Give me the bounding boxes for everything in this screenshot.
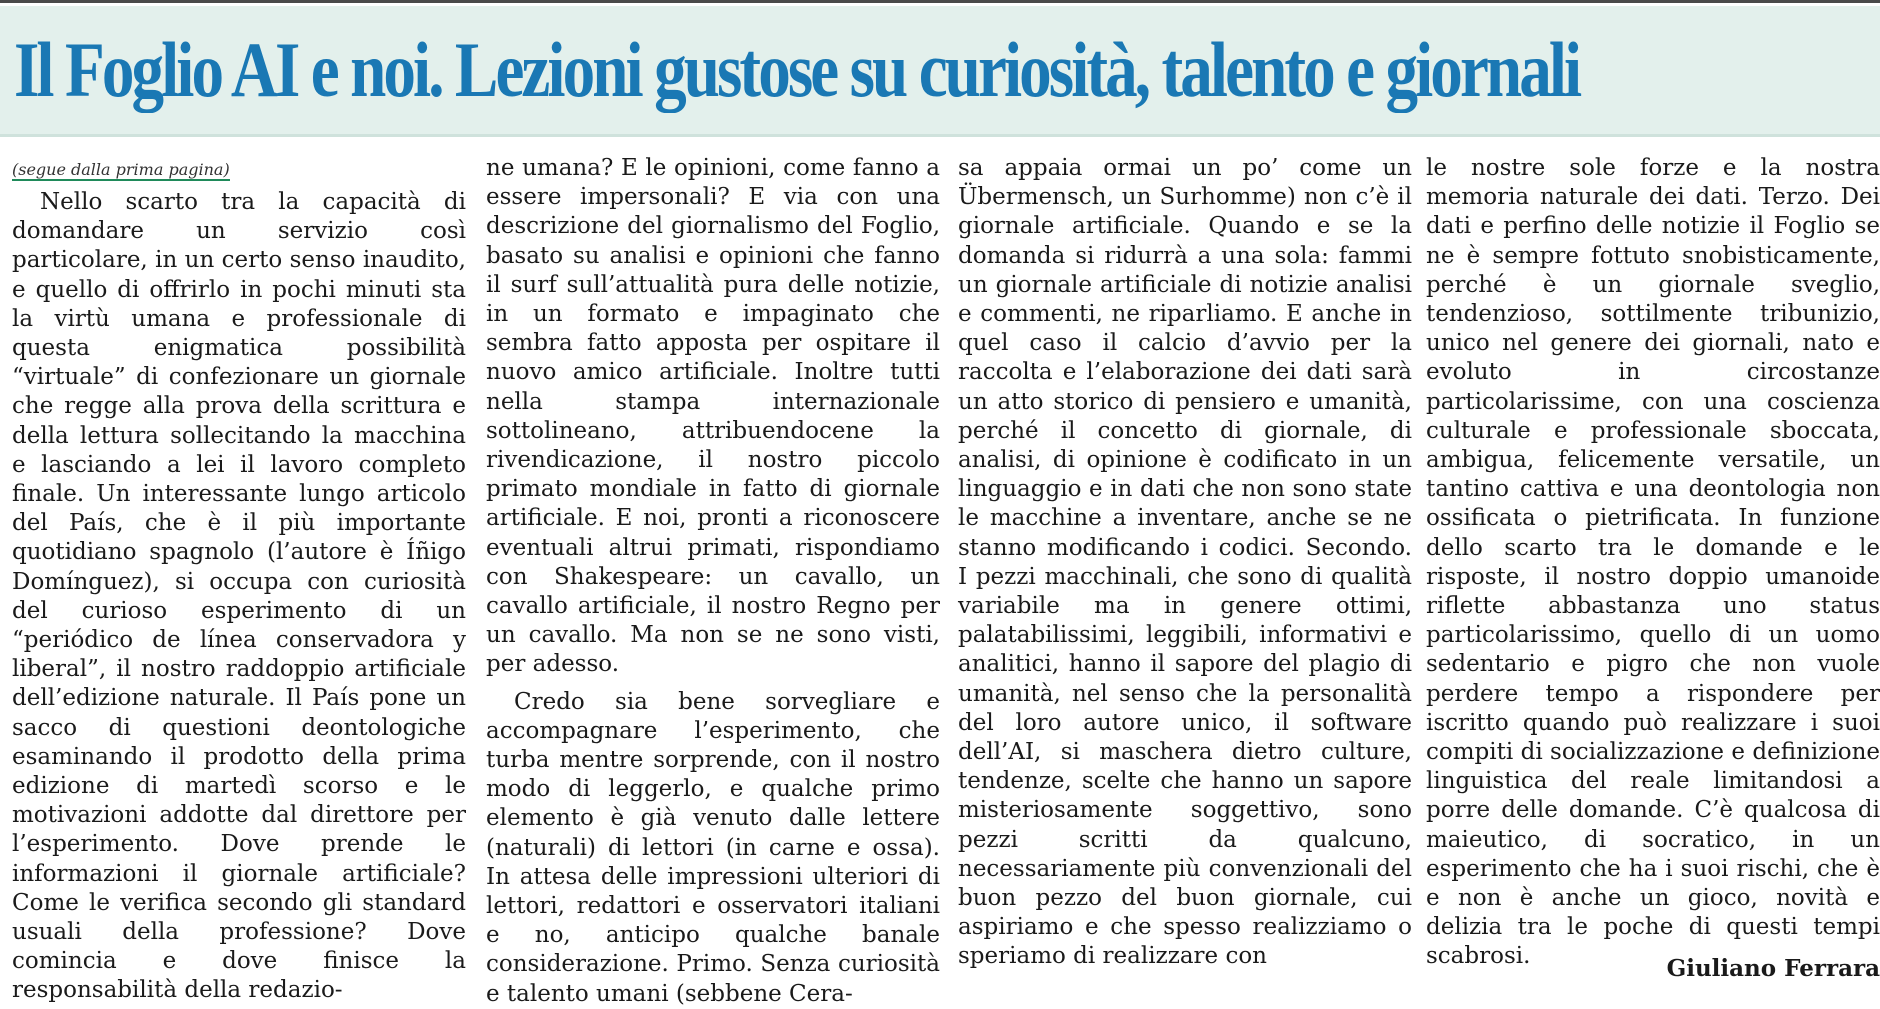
paragraph: sa appaia ormai un po’ come un Übermensch, un Surhomme) non c’è il giornale artificiale. Quando e se la domanda si ridurrà a una sola: fammi un giornale artificiale di notizie analisi e commenti, ne riparliamo. E anche in quel caso il calcio d’avvio per la raccolta e l’elaborazione dei dati sarà un atto storico di pensiero e umanità, perché il concetto di giornale, di analisi, di opinione è codificato in un linguaggio e in dati che non sono state le macchine a inventare, anche se ne stanno modificando i codici. Secondo. I pezzi macchinali, che sono di qualità variabile ma in genere ottimi, palatabilissimi, leggibili, informativi e analitici, hanno il sapore del plagio di umanità, nel senso che la personalità del loro autore unico, il software dell’AI, si maschera dietro culture, tendenze, scelte che hanno un sapore misteriosamente soggettivo, sono pezzi scritti da qualcuno, necessariamente più convenzionali del buon pezzo del buon giornale, cui aspiriamo e che spesso realizziamo o speriamo di realizzare con [958, 155, 1412, 970]
paragraph: Credo sia bene sorvegliare e accompagnare l’esperimento, che turba mentre sorprende, con il nostro modo di leggerlo, e qualche primo elemento è già venuto dalle lettere (naturali) di lettori (in carne e ossa). In attesa delle impressioni ulteriori di lettori, redattori e osservatori italiani e no, anticipo qualche banale considerazione. Primo. Senza curiosità e talento umani (sebbene Cera- [486, 688, 940, 1007]
headline: Il Foglio AI e noi. Lezioni gustose su curiosità, talento e giornali [14, 26, 1580, 113]
column-2 [486, 154, 940, 1009]
kicker-continued: (segue dalla prima pagina) [12, 160, 230, 179]
top-rule [0, 0, 1880, 3]
column-3 [958, 154, 1412, 972]
author-signature: Giuliano Ferrara [1666, 955, 1880, 982]
column-4 [1426, 154, 1880, 982]
paragraph: Nello scarto tra la capacità di domandare un servizio così particolare, in un certo senso inaudito, e quello di offrirlo in pochi minuti sta la virtù umana e professionale di questa enigmatica possibilità “virtuale” di confezionare un giornale che regge alla prova della scrittura e della lettura sollecitando la macchina e lasciando a lei il lavoro completo finale. Un interessante lungo articolo del País, che è il più importante quotidiano spagnolo (l’autore è Íñigo Domínguez), si occupa con curiosità del curioso esperimento di un “periódico de línea conservadora y liberal”, il nostro raddoppio artificiale dell’edizione naturale. Il País pone un sacco di questioni deontologiche esaminando il prodotto della prima edizione di martedì scorso e le motivazioni addotte dal direttore per l’esperimento. Dove prende le informazioni il giornale artificiale? Come le verifica secondo gli standard usuali della professione? Dove comincia e dove finisce la responsabilità della redazio- [12, 189, 466, 1004]
column-1 [12, 154, 466, 1006]
headline-band [0, 6, 1880, 137]
paragraph: ne umana? E le opinioni, come fanno a essere impersonali? E via con una descrizione del giornalismo del Foglio, basato su analisi e opinioni che fanno il surf sull’attualità pura delle notizie, in un formato e impaginato che sembra fatto apposta per ospitare il nuovo amico artificiale. Inoltre tutti nella stampa internazionale sottolineano, attribuendocene la rivendicazione, il nostro piccolo primato mondiale in fatto di giornale artificiale. E noi, pronti a riconoscere eventuali altrui primati, rispondiamo con Shakespeare: un cavallo, un cavallo artificiale, il nostro Regno per un cavallo. Ma non se ne sono visti, per adesso. [486, 155, 940, 678]
paragraph: le nostre sole forze e la nostra memoria naturale dei dati. Terzo. Dei dati e perfino delle notizie il Foglio se ne è sempre fottuto snobisticamente, perché è un giornale sveglio, tendenzioso, sottilmente tribunizio, unico nel genere dei giornali, nato e evoluto in circostanze particolarissime, con una coscienza culturale e professionale sboccata, ambigua, felicemente versatile, un tantino cattiva e una deontologia non ossificata o pietrificata. In funzione dello scarto tra le domande e le risposte, il nostro doppio umanoide riflette abbastanza uno status particolarissimo, quello di un uomo sedentario e pigro che non vuole perdere tempo a rispondere per iscritto quando può realizzare i suoi compiti di socializzazione e definizione linguistica del reale limitandosi a porre delle domande. C’è qualcosa di maieutico, di socratico, in un esperimento che ha i suoi rischi, che è e non è anche un gioco, novità e delizia tra le poche di questi tempi scabrosi. [1426, 155, 1880, 970]
article-body [12, 154, 1880, 1007]
